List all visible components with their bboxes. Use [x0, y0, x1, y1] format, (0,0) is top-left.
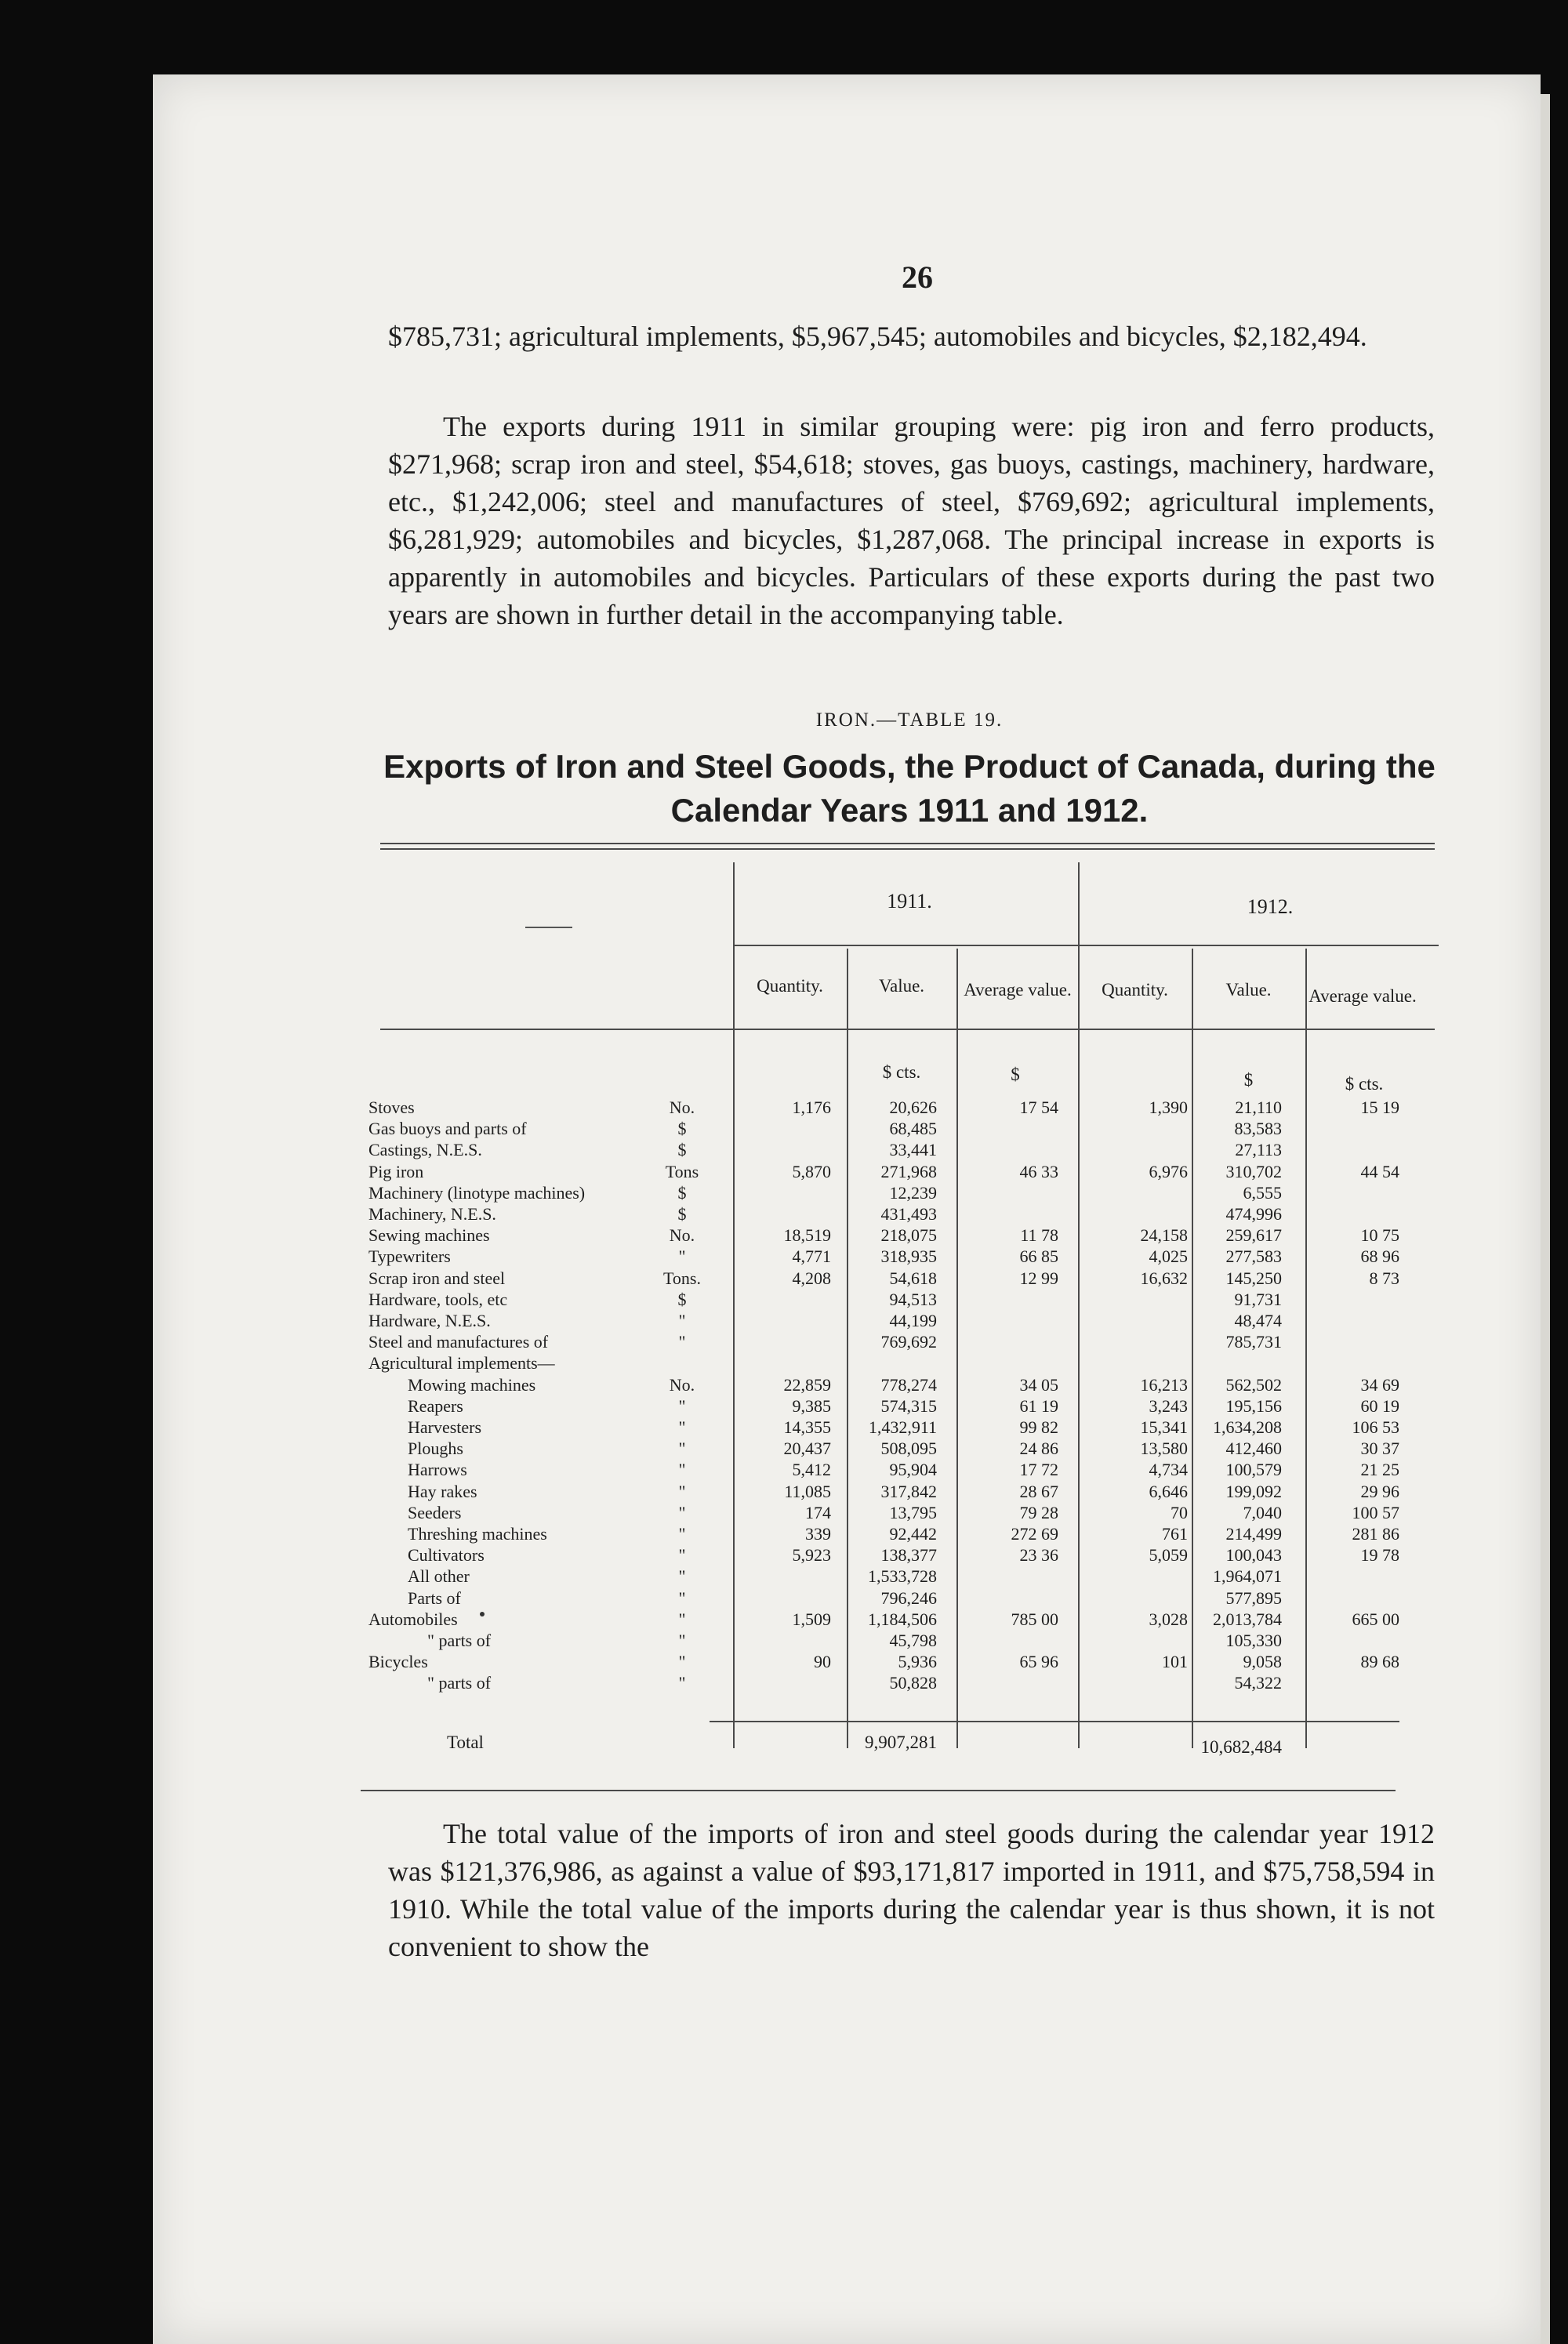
cell-a11: 65 96	[1019, 1652, 1058, 1671]
row-label: Machinery (linotype machines)	[368, 1183, 586, 1203]
cell-q12: 13,580	[1140, 1439, 1188, 1458]
table-row	[0, 1673, 1568, 1693]
cell-q11: 9,385	[792, 1396, 831, 1416]
table-row	[0, 1609, 1568, 1629]
cell-a12: 30 37	[1360, 1439, 1399, 1458]
cell-v11: 95,904	[889, 1460, 937, 1479]
table-row	[0, 1246, 1568, 1266]
row-label: Parts of	[408, 1588, 461, 1608]
header-average-1911: Average value.	[964, 980, 1072, 1000]
table-row	[0, 1268, 1568, 1288]
cell-q12: 6,646	[1149, 1482, 1188, 1501]
cell-v12: 277,583	[1225, 1246, 1282, 1266]
table-row	[0, 1503, 1568, 1522]
cell-v12: 1,634,208	[1213, 1417, 1282, 1437]
row-label: Harvesters	[408, 1417, 482, 1437]
row-label: All other	[408, 1566, 470, 1586]
row-label: Typewriters	[368, 1246, 451, 1266]
table-row	[0, 1140, 1568, 1159]
cell-q11: 5,870	[792, 1162, 831, 1181]
cell-v11: 20,626	[889, 1098, 937, 1117]
cell-q11: 18,519	[783, 1225, 831, 1245]
cell-q12: 4,734	[1149, 1460, 1188, 1479]
cell-v12: 145,250	[1225, 1268, 1282, 1288]
cell-v12: 100,043	[1225, 1545, 1282, 1565]
cell-v12: 6,555	[1243, 1183, 1282, 1203]
cell-uom: "	[678, 1311, 686, 1330]
cell-v11: 92,442	[889, 1524, 937, 1544]
cell-uom: "	[678, 1652, 686, 1671]
cell-q12: 761	[1162, 1524, 1188, 1544]
cell-v12: 83,583	[1234, 1119, 1282, 1138]
cell-uom: "	[678, 1332, 686, 1352]
row-label: Bicycles	[368, 1652, 428, 1671]
cell-q12: 16,213	[1140, 1375, 1188, 1395]
table-row	[0, 1439, 1568, 1458]
cell-v12: 412,460	[1225, 1439, 1282, 1458]
cell-v11: 317,842	[880, 1482, 937, 1501]
cell-v12: 7,040	[1243, 1503, 1282, 1522]
row-label: " parts of	[427, 1631, 492, 1650]
year-header-1911: 1911.	[887, 890, 932, 913]
cell-q12: 3,028	[1149, 1609, 1188, 1629]
cell-uom: "	[678, 1588, 686, 1608]
table-row	[0, 1417, 1568, 1437]
cell-v12: 785,731	[1225, 1332, 1282, 1352]
cell-v12: 105,330	[1225, 1631, 1282, 1650]
cell-v11: 50,828	[889, 1673, 937, 1693]
cell-a12: 68 96	[1360, 1246, 1399, 1266]
cell-uom: "	[678, 1609, 686, 1629]
row-label: Ploughs	[408, 1439, 463, 1458]
cell-v12: 195,156	[1225, 1396, 1282, 1416]
unit-average-1911: $	[1011, 1065, 1020, 1084]
cell-v12: 562,502	[1225, 1375, 1282, 1395]
cell-q11: 1,176	[792, 1098, 831, 1117]
cell-v12: 21,110	[1235, 1098, 1282, 1117]
header-average-1912: Average value.	[1308, 986, 1417, 1006]
table-top-rule	[380, 843, 1435, 844]
row-label: Stoves	[368, 1098, 415, 1117]
cell-q12: 24,158	[1140, 1225, 1188, 1245]
cell-v11: 271,968	[880, 1162, 937, 1181]
cell-v11: 5,936	[898, 1652, 937, 1671]
cell-v11: 54,618	[889, 1268, 937, 1288]
table-row	[0, 1204, 1568, 1224]
row-label: Agricultural implements—	[368, 1353, 555, 1373]
row-label: Automobiles	[368, 1609, 458, 1629]
cell-q12: 5,059	[1149, 1545, 1188, 1565]
cell-uom: "	[678, 1460, 686, 1479]
cell-a11: 17 54	[1019, 1098, 1058, 1117]
table-row	[0, 1652, 1568, 1671]
cell-q12: 101	[1162, 1652, 1188, 1671]
total-row	[0, 1733, 1568, 1756]
header-quantity-1911: Quantity.	[757, 976, 823, 996]
table-row	[0, 1566, 1568, 1586]
cell-q11: 1,509	[792, 1609, 831, 1629]
cell-v12: 48,474	[1234, 1311, 1282, 1330]
cell-uom: "	[678, 1524, 686, 1544]
header-value-1912: Value.	[1225, 980, 1272, 1000]
unit-value-1912: $	[1243, 1070, 1254, 1090]
cell-v11: 45,798	[889, 1631, 937, 1650]
cell-a12: 8 73	[1369, 1268, 1399, 1288]
cell-a12: 19 78	[1360, 1545, 1399, 1565]
table-row	[0, 1311, 1568, 1330]
table-row	[0, 1524, 1568, 1544]
cell-v12: 259,617	[1225, 1225, 1282, 1245]
cell-uom: "	[678, 1482, 686, 1501]
cell-v11: 13,795	[889, 1503, 937, 1522]
row-label: Cultivators	[408, 1545, 485, 1565]
paragraph-exports-1911: The exports during 1911 in similar grouping were: pig iron and ferro products, $271,968; scrap iron and steel, $54,618; stoves, gas buoys, castings, machinery, hardware, etc., $1,242,006; steel and manufactures of steel, $769,692; agricultural implements, $6,281,929; automobiles and bicycles, $1,287,068. The principal increase in exports is apparently in automobiles and bicycles. Particulars of these exports during the past two years are shown in further detail in the accompanying table.	[388, 411, 1435, 630]
row-label: Reapers	[408, 1396, 463, 1416]
table-row	[0, 1098, 1568, 1117]
cell-uom: "	[678, 1439, 686, 1458]
paragraph-continued: $785,731; agricultural implements, $5,967,545; automobiles and bicycles, $2,182,494.	[388, 321, 1367, 352]
cell-a11: 28 67	[1019, 1482, 1058, 1501]
cell-a12: 106 53	[1352, 1417, 1399, 1437]
table-row	[0, 1460, 1568, 1479]
cell-a12: 281 86	[1352, 1524, 1399, 1544]
cell-v12: 199,092	[1225, 1482, 1282, 1501]
cell-q12: 1,390	[1149, 1098, 1188, 1117]
cell-v11: 44,199	[889, 1311, 937, 1330]
cell-v11: 218,075	[880, 1225, 937, 1245]
cell-v12: 100,579	[1225, 1460, 1282, 1479]
table-row	[0, 1588, 1568, 1608]
unit-value-1911: $ cts.	[882, 1062, 921, 1082]
cell-v11: 574,315	[880, 1396, 937, 1416]
cell-a12: 10 75	[1360, 1225, 1399, 1245]
cell-a11: 17 72	[1019, 1460, 1058, 1479]
row-label: Steel and manufactures of	[368, 1332, 549, 1352]
year-header-1912: 1912.	[1247, 895, 1294, 918]
row-label: Hardware, N.E.S.	[368, 1311, 491, 1330]
cell-v11: 778,274	[880, 1375, 937, 1395]
table-row	[0, 1545, 1568, 1565]
cell-q12: 3,243	[1149, 1396, 1188, 1416]
page-number: 26	[902, 259, 933, 295]
cell-q11: 20,437	[783, 1439, 831, 1458]
cell-uom: $	[677, 1119, 687, 1138]
unit-average-1912: $ cts.	[1345, 1074, 1384, 1094]
table-row	[0, 1119, 1568, 1138]
cell-v12: 91,731	[1234, 1290, 1282, 1309]
cell-q11: 5,412	[792, 1460, 831, 1479]
table-title: Exports of Iron and Steel Goods, the Product of Canada, during the Calendar Years 1911 and 1912.	[383, 748, 1436, 829]
table-row	[0, 1225, 1568, 1245]
cell-v12: 54,322	[1234, 1673, 1282, 1693]
cell-q11: 14,355	[783, 1417, 831, 1437]
cell-a12: 60 19	[1360, 1396, 1399, 1416]
total-value-1912: 10,682,484	[1200, 1737, 1282, 1757]
cell-q11: 4,771	[792, 1246, 831, 1266]
cell-v11: 1,432,911	[868, 1417, 937, 1437]
cell-v11: 508,095	[880, 1439, 937, 1458]
cell-uom: Tons.	[663, 1268, 701, 1288]
row-label: Threshing machines	[408, 1524, 547, 1544]
cell-q12: 4,025	[1149, 1246, 1188, 1266]
cell-uom: "	[678, 1545, 686, 1565]
cell-v12: 474,996	[1225, 1204, 1282, 1224]
cell-q11: 174	[805, 1503, 831, 1522]
cell-a11: 23 36	[1019, 1545, 1058, 1565]
cell-uom: "	[678, 1503, 686, 1522]
paragraph-imports: The total value of the imports of iron and steel goods during the calendar year 1912 was $121,376,986, as against a value of $93,171,817 imported in 1911, and $75,758,594 in 1910. While the total value of the imports during the calendar year is thus shown, it is not convenient to show the	[388, 1818, 1435, 1962]
cell-v12: 577,895	[1225, 1588, 1282, 1608]
cell-a11: 61 19	[1019, 1396, 1058, 1416]
cell-q11: 11,085	[784, 1482, 831, 1501]
row-label: Gas buoys and parts of	[368, 1119, 527, 1138]
cell-q12: 6,976	[1149, 1162, 1188, 1181]
row-label: Machinery, N.E.S.	[368, 1204, 496, 1224]
cell-q11: 339	[805, 1524, 831, 1544]
cell-v11: 1,184,506	[868, 1609, 937, 1629]
cell-uom: "	[678, 1631, 686, 1650]
speck-mark	[480, 1612, 485, 1616]
table-row	[0, 1332, 1568, 1352]
table-row	[0, 1396, 1568, 1416]
cell-a12: 29 96	[1360, 1482, 1399, 1501]
row-label: Sewing machines	[368, 1225, 490, 1245]
table-caption: IRON.—TABLE 19.	[815, 709, 1004, 731]
cell-a12: 21 25	[1360, 1460, 1399, 1479]
cell-q11: 4,208	[792, 1268, 831, 1288]
row-label: Hardware, tools, etc	[368, 1290, 508, 1309]
row-label: Pig iron	[368, 1162, 424, 1181]
table-row	[0, 1162, 1568, 1181]
row-label: " parts of	[427, 1673, 492, 1693]
cell-v11: 796,246	[880, 1588, 937, 1608]
header-quantity-1912: Quantity.	[1102, 980, 1168, 1000]
cell-v11: 33,441	[889, 1140, 937, 1159]
cell-uom: Tons	[665, 1162, 699, 1181]
cell-v12: 9,058	[1243, 1652, 1282, 1671]
table-row	[0, 1183, 1568, 1203]
cell-uom: No.	[669, 1098, 695, 1117]
cell-a11: 12 99	[1019, 1268, 1058, 1288]
cell-a11: 99 82	[1019, 1417, 1058, 1437]
cell-v11: 431,493	[880, 1204, 937, 1224]
row-label: Castings, N.E.S.	[368, 1140, 482, 1159]
cell-a11: 785 00	[1011, 1609, 1058, 1629]
cell-uom: "	[678, 1396, 686, 1416]
cell-a12: 15 19	[1360, 1098, 1399, 1117]
cell-a11: 46 33	[1019, 1162, 1058, 1181]
cell-v12: 1,964,071	[1213, 1566, 1282, 1586]
cell-a11: 66 85	[1019, 1246, 1058, 1266]
total-label: Total	[447, 1733, 484, 1752]
cell-q12: 16,632	[1140, 1268, 1188, 1288]
cell-a12: 44 54	[1360, 1162, 1399, 1181]
row-label: Harrows	[408, 1460, 467, 1479]
cell-v12: 2,013,784	[1213, 1609, 1282, 1629]
row-label: Hay rakes	[408, 1482, 477, 1501]
cell-a11: 79 28	[1019, 1503, 1058, 1522]
cell-a12: 34 69	[1360, 1375, 1399, 1395]
cell-v11: 94,513	[889, 1290, 937, 1309]
cell-uom: $	[677, 1183, 687, 1203]
total-rule	[710, 1721, 1399, 1722]
cell-q12: 15,341	[1140, 1417, 1188, 1437]
cell-uom: "	[678, 1246, 686, 1266]
cell-uom: $	[677, 1204, 687, 1224]
cell-v11: 769,692	[880, 1332, 937, 1352]
row-label: Mowing machines	[408, 1375, 536, 1395]
cell-v12: 310,702	[1225, 1162, 1282, 1181]
table-top-rule-2	[380, 848, 1435, 850]
cell-uom: $	[677, 1140, 687, 1159]
cell-a11: 34 05	[1019, 1375, 1058, 1395]
cell-uom: No.	[669, 1225, 695, 1245]
column-header-rule	[380, 1029, 1435, 1030]
row-label: Scrap iron and steel	[368, 1268, 506, 1288]
cell-q11: 5,923	[792, 1545, 831, 1565]
cell-a12: 89 68	[1360, 1652, 1399, 1671]
year-header-rule	[733, 945, 1439, 946]
table-row	[0, 1482, 1568, 1501]
table-row	[0, 1290, 1568, 1309]
cell-uom: "	[678, 1417, 686, 1437]
cell-v11: 1,533,728	[868, 1566, 937, 1586]
cell-v11: 138,377	[880, 1545, 937, 1565]
cell-uom: "	[678, 1673, 686, 1693]
cell-q12: 70	[1171, 1503, 1188, 1522]
cell-a11: 24 86	[1019, 1439, 1058, 1458]
cell-uom: $	[677, 1290, 687, 1309]
cell-a12: 665 00	[1352, 1609, 1399, 1629]
table-row	[0, 1631, 1568, 1650]
table-bottom-rule	[361, 1790, 1396, 1791]
cell-q11: 90	[814, 1652, 831, 1671]
cell-uom: "	[678, 1566, 686, 1586]
stub-header-dash	[525, 927, 572, 928]
cell-v11: 68,485	[889, 1119, 937, 1138]
cell-v12: 27,113	[1235, 1140, 1282, 1159]
cell-v11: 12,239	[889, 1183, 937, 1203]
row-label: Seeders	[408, 1503, 462, 1522]
table-row	[0, 1375, 1568, 1395]
table-row	[0, 1353, 1568, 1373]
cell-v11: 318,935	[880, 1246, 937, 1266]
cell-a11: 272 69	[1011, 1524, 1058, 1544]
cell-a11: 11 78	[1020, 1225, 1058, 1245]
total-value-1911: 9,907,281	[865, 1733, 937, 1752]
cell-q11: 22,859	[783, 1375, 831, 1395]
cell-uom: No.	[669, 1375, 695, 1395]
cell-v12: 214,499	[1225, 1524, 1282, 1544]
header-value-1911: Value.	[878, 976, 925, 996]
cell-a12: 100 57	[1352, 1503, 1399, 1522]
